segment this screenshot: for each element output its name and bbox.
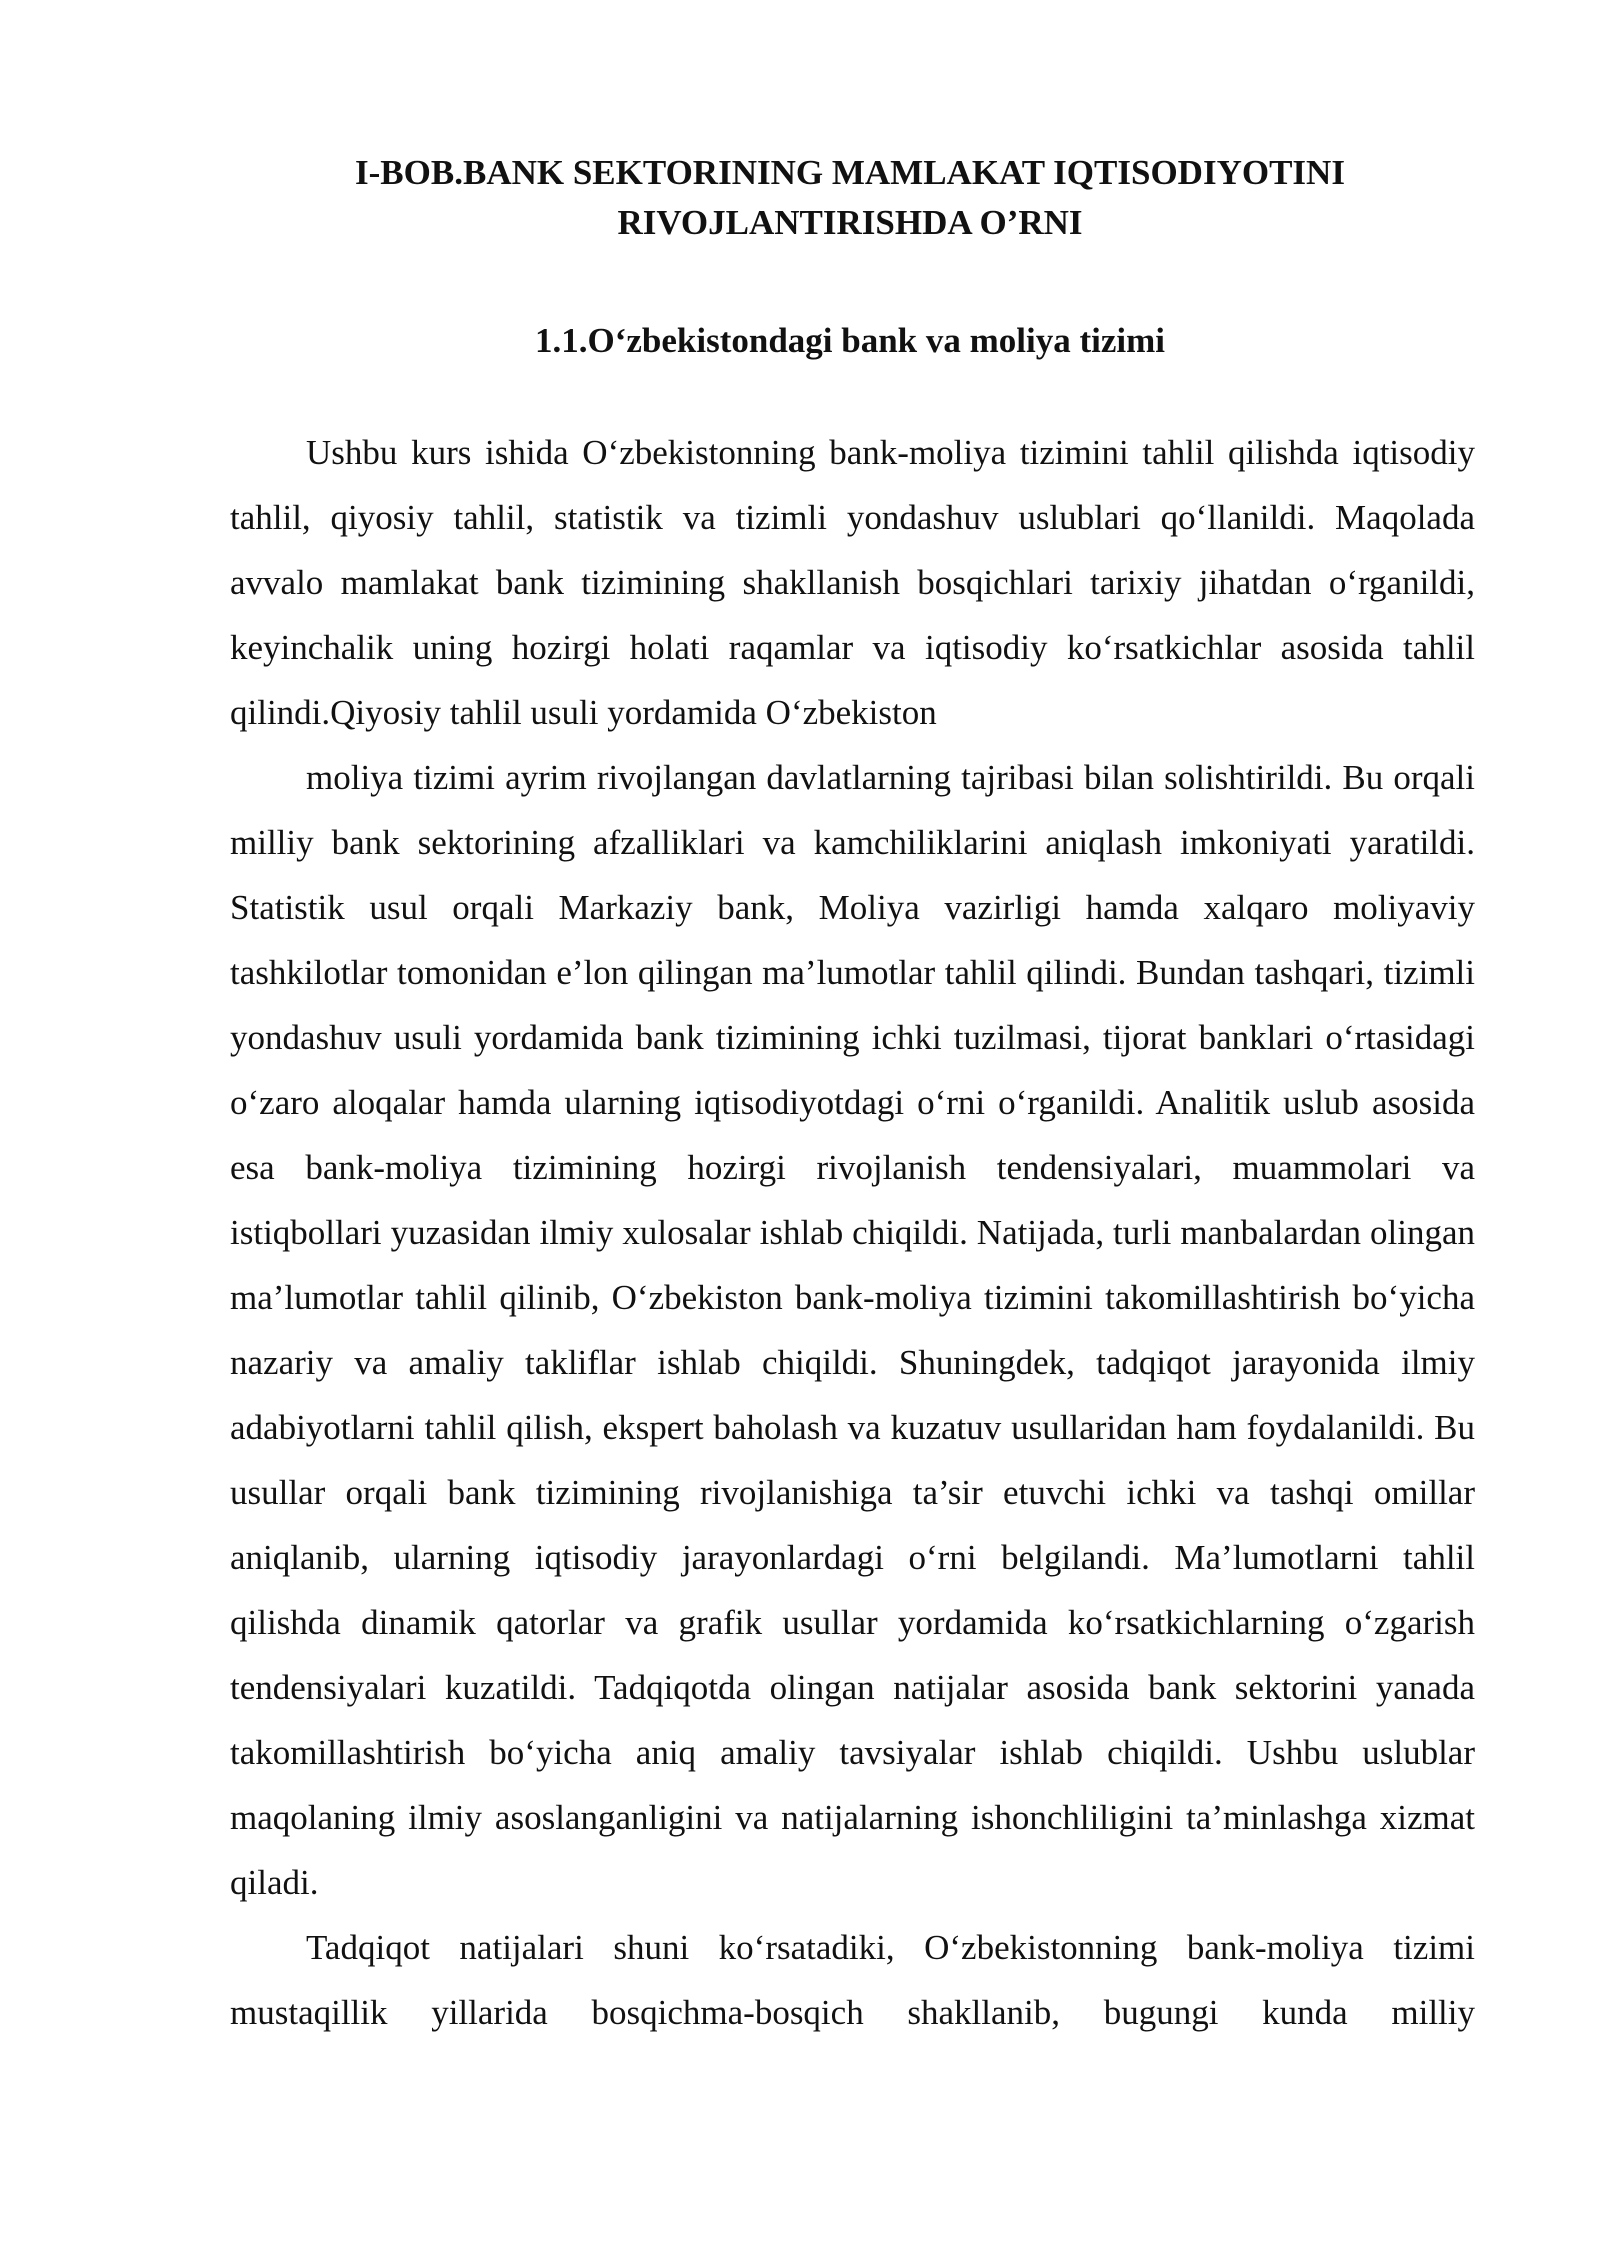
body-text — [230, 420, 1475, 2045]
paragraph-1: Ushbu kurs ishida O‘zbekistonning bank-moliya tizimini tahlil qilishda iqtisodiy tahlil, qiyosiy tahlil, statistik va tizimli yondashuv uslublari qo‘llanildi. Maqolada avvalo mamlakat bank tizimining shakllanish bosqichlari tarixiy jihatdan o‘rganildi, keyinchalik uning hozirgi holati raqamlar va iqtisodiy ko‘rsatkichlar asosida tahlil qilindi.Qiyosiy tahlil usuli yordamida O‘zbekiston — [230, 433, 1475, 732]
chapter-title-line-1: I-BOB.BANK SEKTORINING MAMLAKAT IQTISODIYOTINI — [355, 153, 1345, 192]
chapter-title — [230, 148, 1470, 248]
chapter-title-line-2: RIVOJLANTIRISHDA O’RNI — [617, 203, 1083, 242]
paragraph-3: Tadqiqot natijalari shuni ko‘rsatadiki, O‘zbekistonning bank-moliya tizimi mustaqillik yillarida bosqichma-bosqich shakllanib, bugungi kunda milliy — [230, 1928, 1475, 2032]
section-title: 1.1.O‘zbekistondagi bank va moliya tizimi — [534, 321, 1166, 360]
paragraph-2: moliya tizimi ayrim rivojlangan davlatlarning tajribasi bilan solishtirildi. Bu orqali milliy bank sektorining afzalliklari va kamchiliklarini aniqlash imkoniyati yaratildi. Statistik usul orqali Markaziy bank, Moliya vazirligi hamda xalqaro moliyaviy tashkilotlar tomonidan e’lon qilingan ma’lumotlar tahlil qilindi. Bundan tashqari, tizimli yondashuv usuli yordamida bank tizimining ichki tuzilmasi, tijorat banklari o‘rtasidagi o‘zaro aloqalar hamda ularning iqtisodiyotdagi o‘rni o‘rganildi. Analitik uslub asosida esa bank-moliya tizimining hozirgi rivojlanish tendensiyalari, muammolari va istiqbollari yuzasidan ilmiy xulosalar ishlab chiqildi. Natijada, turli manbalardan olingan ma’lumotlar tahlil qilinib, O‘zbekiston bank-moliya tizimini takomillashtirish bo‘yicha nazariy va amaliy takliflar ishlab chiqildi. Shuningdek, tadqiqot jarayonida ilmiy adabiyotlarni tahlil qilish, ekspert baholash va kuzatuv usullaridan ham foydalanildi. Bu usullar orqali bank tizimining rivojlanishiga ta’sir etuvchi ichki va tashqi omillar aniqlanib, ularning iqtisodiy jarayonlardagi o‘rni belgilandi. Ma’lumotlarni tahlil qilishda dinamik qatorlar va grafik usullar yordamida ko‘rsatkichlarning o‘zgarish tendensiyalari kuzatildi. Tadqiqotda olingan natijalar asosida bank sektorini yanada takomillashtirish bo‘yicha aniq amaliy tavsiyalar ishlab chiqildi. Ushbu uslublar maqolaning ilmiy asoslanganligini va natijalarning ishonchliligini ta’minlashga xizmat qiladi. — [230, 758, 1475, 1902]
